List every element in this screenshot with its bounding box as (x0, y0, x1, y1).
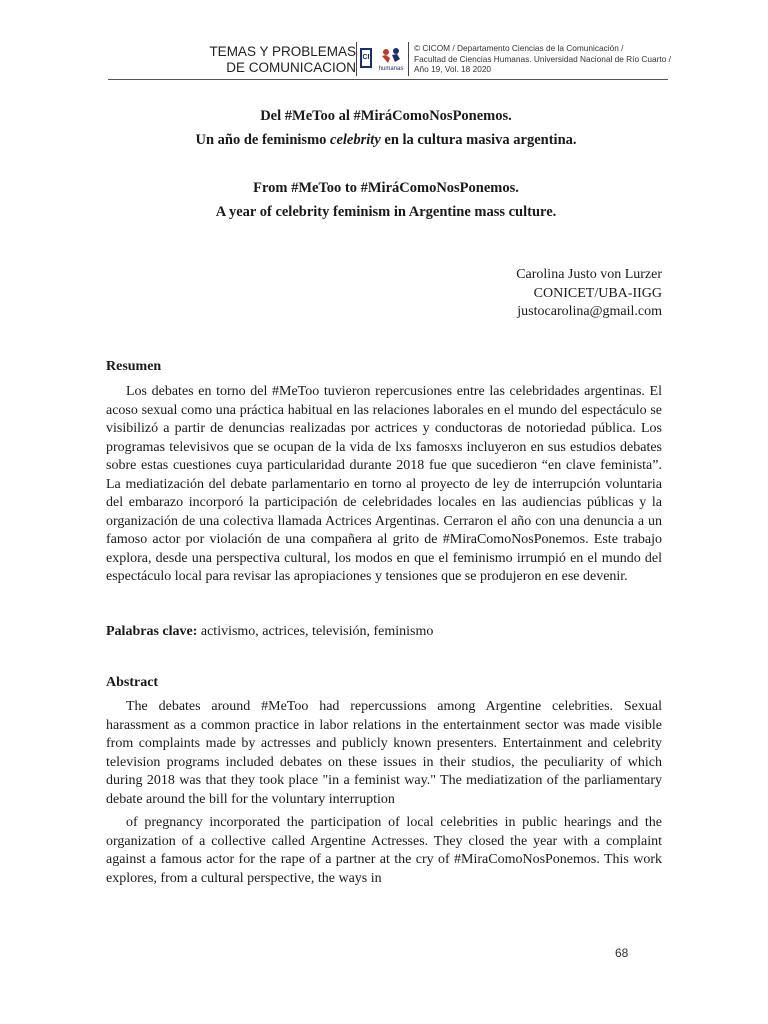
author-affiliation: CONICET/UBA-IIGG (533, 285, 662, 301)
svg-text:humanas: humanas (378, 66, 404, 72)
journal-info-line1: © CICOM / Departamento Ciencias de la Comunicación / (414, 43, 624, 53)
keywords (106, 623, 433, 642)
journal-info-line2: Facultad de Ciencias Humanas. Universidad Nacional de Río Cuarto / (414, 53, 671, 64)
journal-info-line3: Año 19, Vol. 18 2020 (414, 64, 492, 74)
title-en-line2: A year of celebrity feminism in Argentine mass culture. (215, 204, 557, 220)
resumen-heading: Resumen (106, 359, 162, 374)
humanas-logo-icon (376, 46, 406, 72)
abstract-heading: Abstract (106, 675, 159, 690)
institution-logos (360, 46, 406, 72)
title-es-line1: Del #MeToo al #MiráComoNosPonemos. (260, 108, 512, 124)
journal-name-line1: TEMAS Y PROBLEMAS (209, 44, 356, 59)
resumen-body: Los debates en torno del #MeToo tuvieron repercusiones entre las celebridades argentinas. El acoso sexual como una práctica habitual en las relaciones laborales en el mundo del espectáculo se visibilizó a partir de denuncias realizadas por actrices y conductoras de notoriedad pública. Los programas televisivos que se ocupan de la vida de lxs famosxs incluyeron en sus estudios debates sobre estas cuestiones cuya particularidad durante 2018 fue que sucedieron “en clave feminista”. La mediatización del debate parlamentario en torno al proyecto de ley de interrupción voluntaria del embarazo incorporó la participación de celebridades locales en las audiencias públicas y la organización de una colectiva llamada Actrices Argentinas. Cerraron el año con una denuncia a un famoso actor por violación de una compañera al grito de #MiraComoNosPonemos. Este trabajo explora, desde una perspectiva cultural, los modos en que el feminismo irrumpió en el mundo del espectáculo local para revisar las apropiaciones y tensiones que se produjeron en ese devenir. (106, 384, 662, 584)
header-rule (108, 79, 668, 80)
keywords-list: activismo, actrices, televisión, feminismo (197, 624, 434, 639)
abstract-body-part1: The debates around #MeToo had repercussions among Argentine celebrities. Sexual harassment as a common practice in labor relations in the entertainment sector was made visible from complaints made by actresses and publicly known presenters. Entertainment and celebrity television programs included debates on these issues in their studios, the peculiarity of which during 2018 was that they took place "in a feminist way." The mediatization of the parliamentary debate around the bill for the voluntary interruption (106, 699, 662, 807)
header-divider-left (356, 42, 357, 76)
journal-header (108, 40, 671, 80)
cicom-logo-icon: CI (360, 48, 372, 68)
title-en-line1: From #MeToo to #MiráComoNosPonemos. (253, 180, 519, 196)
article-titles (108, 104, 664, 224)
page-number: 68 (615, 946, 629, 960)
author-email: justocarolina@gmail.com (517, 304, 662, 319)
journal-name (209, 44, 356, 76)
journal-name-line2: DE COMUNICACION (226, 60, 356, 75)
abstract-body-part2: of pregnancy incorporated the participation of local celebrities in public hearings and the organization of a collective called Argentine Actresses. They closed the year with a complaint against a famous actor for the rape of a partner at the cry of #MiraComoNosPonemos. This work explores, from a cultural perspective, the ways in (106, 815, 662, 886)
title-es-line2: Un año de feminismo celebrity en la cultura masiva argentina. (195, 132, 577, 148)
author-block (516, 266, 662, 322)
header-divider-right (408, 42, 409, 76)
author-name: Carolina Justo von Lurzer (516, 267, 662, 282)
keywords-label: Palabras clave: (106, 624, 198, 639)
journal-info (414, 43, 671, 75)
